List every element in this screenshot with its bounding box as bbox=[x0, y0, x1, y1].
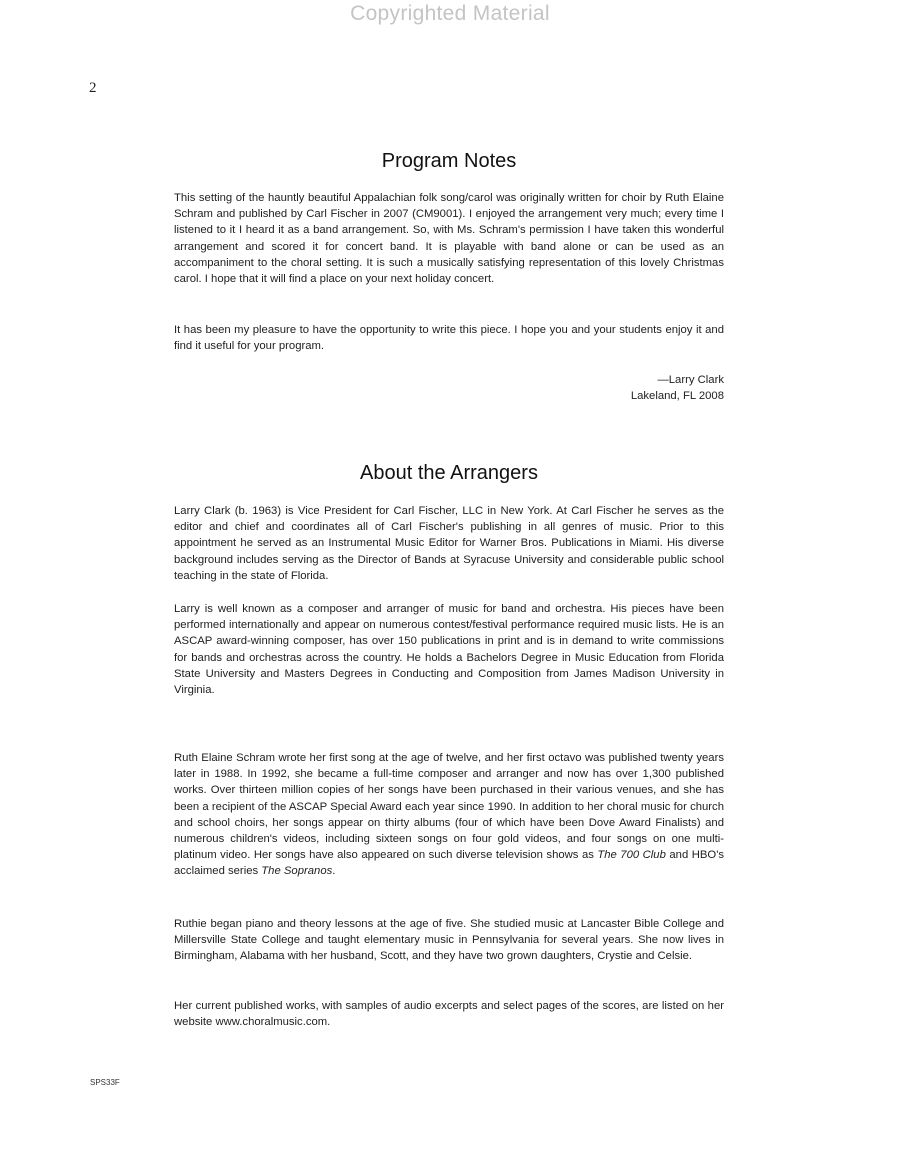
program-notes-heading: Program Notes bbox=[381, 150, 517, 172]
footer-catalog-code: SPS33F bbox=[90, 1078, 120, 1087]
about-paragraph-4: Ruthie began piano and theory lessons at the age of five. She studied music at Lancaster Bible College and Millersville State College and taught elementary music in Pennsylvania for several years. She now lives in Birmingham, Alabama with her husband, Scott, and they have two grown daughters, Crystie and Celsie. bbox=[174, 918, 724, 963]
show-title-700-club: The 700 Club bbox=[597, 849, 666, 862]
about-arrangers-heading: About the Arrangers bbox=[360, 462, 538, 484]
about-paragraph-5: Her current published works, with samples of audio excerpts and select pages of the scores, are listed on her website www.choralmusic.com. bbox=[174, 1000, 724, 1029]
about-paragraph-2: Larry is well known as a composer and arranger of music for band and orchestra. His pieces have been performed internationally and appear on numerous contest/festival performance required music lists. He is an ASCAP award-winning composer, has over 150 publications in print and is in demand to write commissions for bands and orchestras across the country. He holds a Bachelors Degree in Music Education from Florida State University and Masters Degrees in Conducting and Composition from James Madison University in Virginia. bbox=[174, 603, 724, 697]
signature-name: —Larry Clark bbox=[657, 374, 724, 386]
about-p3-text-a: Ruth Elaine Schram wrote her first song at the age of twelve, and her first octavo was published twenty years later in 1988. In 1992, she became a full-time composer and arranger and now has over 1,300 published works. Over thirteen million copies of her songs have been purchased in their various venues, and she has been a recipient of the ASCAP Special Award each year since 1990. In addition to her choral music for church and school choirs, her songs appear on thirty albums (four of which have been Dove Award Finalists) and numerous children's videos, including sixteen songs on four gold videos, and four songs on one multi-platinum video. Her songs have also appeared on such diverse television shows as bbox=[174, 752, 724, 862]
about-paragraph-3 bbox=[174, 750, 724, 880]
page-number: 2 bbox=[89, 80, 97, 96]
signature-place: Lakeland, FL 2008 bbox=[630, 390, 724, 402]
show-title-sopranos: The Sopranos bbox=[261, 865, 333, 878]
copyright-watermark: Copyrighted Material bbox=[350, 2, 550, 25]
about-p3-text-c: . bbox=[332, 865, 336, 878]
about-paragraph-1: Larry Clark (b. 1963) is Vice President for Carl Fischer, LLC in New York. At Carl Fischer he serves as the editor and chief and coordinates all of Carl Fischer's publishing in all genres of music. Prior to this appointment he served as an Instrumental Music Editor for Warner Bros. Publications in Miami. His diverse background includes serving as the Director of Bands at Syracuse University and considerable public school teaching in the state of Florida. bbox=[174, 505, 724, 582]
program-notes-paragraph-2: It has been my pleasure to have the opportunity to write this piece. I hope you and your students enjoy it and find it useful for your program. bbox=[174, 324, 724, 353]
about-p3-text-b: and HBO's acclaimed series bbox=[174, 849, 724, 878]
program-notes-paragraph-1: This setting of the hauntly beautiful Appalachian folk song/carol was originally written for choir by Ruth Elaine Schram and published by Carl Fischer in 2007 (CM9001). I enjoyed the arrangement very much; every time I listened to it I heard it as a band arrangement. So, with Ms. Schram's permission I have taken this wonderful arrangement and scored it for concert band. It is playable with band alone or can be used as an accompaniment to the choral setting. It is such a musically satisfying representation of this lovely Christmas carol. I hope that it will find a place on your next holiday concert. bbox=[174, 192, 724, 286]
